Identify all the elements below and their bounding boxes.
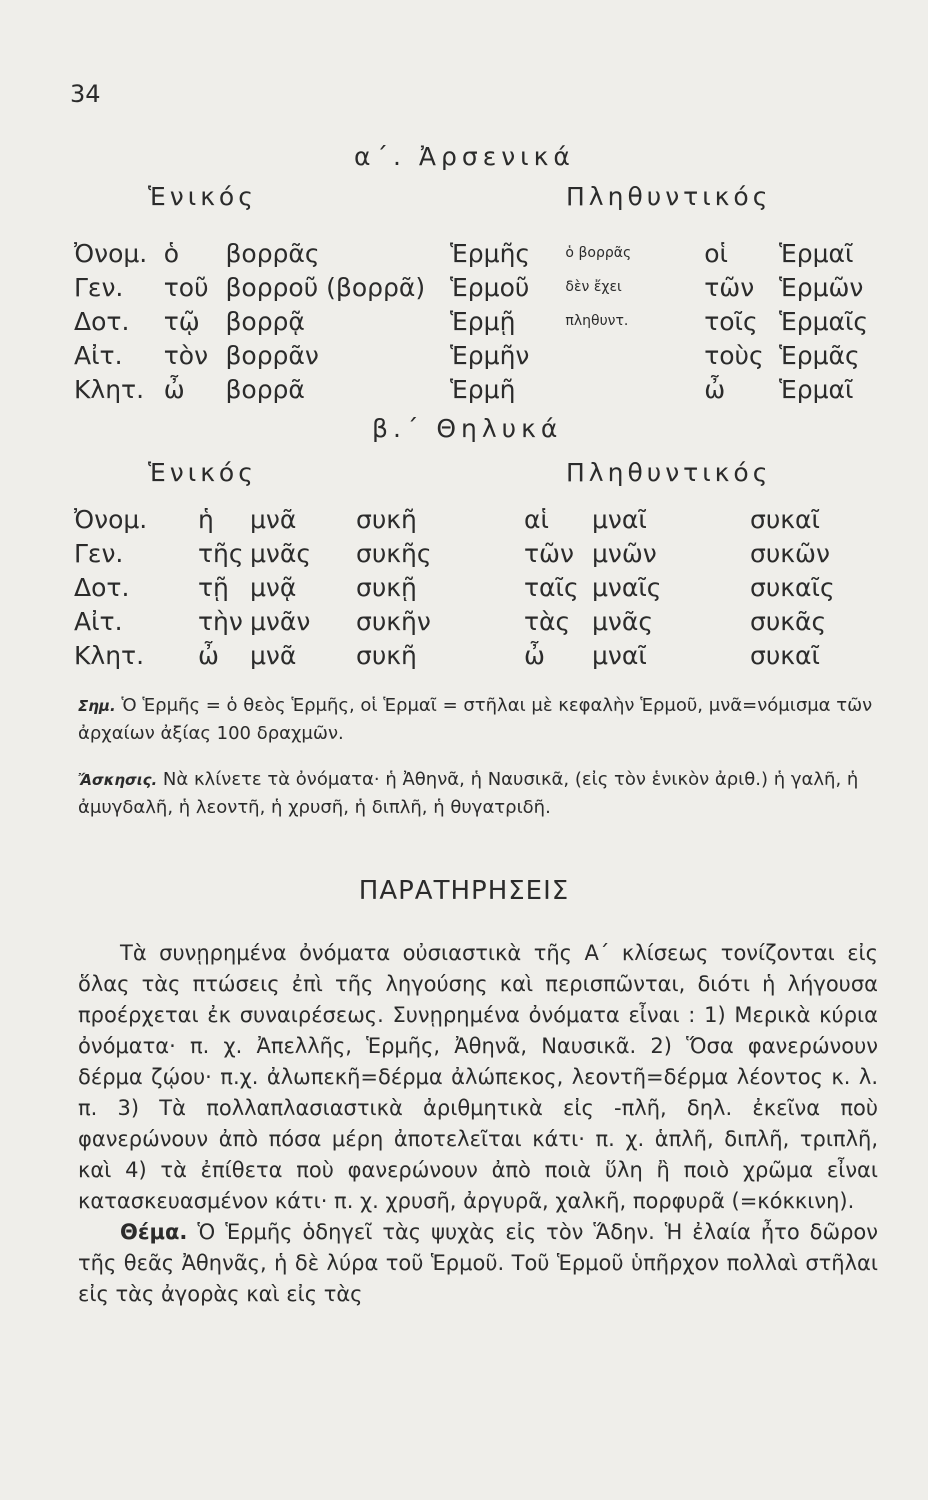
plural-note: ὁ βορρᾶς: [565, 245, 632, 261]
singular-article: τὴν: [198, 606, 243, 636]
case-label: Κλητ.: [74, 640, 145, 670]
table-row: [74, 638, 900, 672]
plural-article: τῶν: [524, 538, 574, 568]
table-row: [74, 570, 900, 604]
plural-form-ermis: Ἑρμαῖ: [778, 238, 854, 268]
case-label: Δοτ.: [74, 572, 130, 602]
plural-note: [565, 372, 704, 406]
singular-form-syki: συκῆς: [356, 538, 432, 568]
plural-article: οἱ: [704, 238, 728, 268]
plural-form-mna: μναῖ: [592, 640, 647, 670]
plural-form-syki: συκαῖ: [750, 504, 820, 534]
singular-article: ὦ: [198, 640, 219, 670]
table-row: [74, 372, 928, 406]
observations-body: [78, 938, 878, 1310]
note-label: Σημ.: [78, 697, 116, 715]
singular-article: τῇ: [198, 572, 229, 602]
table-row: [74, 236, 928, 270]
note-paragraph: [78, 692, 878, 747]
plural-form-syki: συκαῖ: [750, 640, 820, 670]
singular-form-ermis: Ἑρμῆς: [450, 238, 531, 268]
singular-form-borras: βορροῦ (βορρᾶ): [225, 272, 426, 302]
masculine-singular-label: Ἑνικός: [148, 182, 257, 211]
case-label: Ὀνομ.: [74, 238, 148, 268]
case-label: Ὀνομ.: [74, 504, 148, 534]
feminine-heading: β.΄ Θηλυκά: [372, 414, 563, 443]
plural-article: ὦ: [524, 640, 545, 670]
singular-article: τῆς: [198, 538, 244, 568]
singular-article: τῷ: [163, 306, 200, 336]
plural-form-syki: συκῶν: [750, 538, 830, 568]
observations-title: ΠΑΡΑΤΗΡΗΣΕΙΣ: [358, 876, 570, 906]
observations-paragraph: Τὰ συνῃρημένα ὀνόματα οὐσιαστικὰ τῆς Α΄ κλίσεως τονίζονται εἰς ὅλας τὰς πτώσεις ἐπὶ τῆς ληγούσης καὶ περισπῶνται, διότι ἡ λήγουσα προέρχεται ἐκ συναιρέσεως. Συνῃρημένα ὀνόματα εἶναι : 1) Μερικὰ κύρια ὀνόματα· π. χ. Ἀπελλῆς, Ἑρμῆς, Ἀθηνᾶ, Ναυσικᾶ. 2) Ὅσα φανερώνουν δέρμα ζῴου· π.χ. ἀλωπεκῆ=δέρμα ἀλώπεκος, λεοντῆ=δέρμα λέοντος κ. λ. π. 3) Τὰ πολλαπλασιαστικὰ ἀριθμητικὰ εἰς -πλῆ, δηλ. ἐκεῖνα ποὺ φανερώνουν ἀπὸ πόσα μέρη ἀποτελεῖται κάτι· π. χ. ἁπλῆ, διπλῆ, τριπλῆ, καὶ 4) τὰ ἐπίθετα ποὺ φανερώνουν ἀπὸ ποιὰ ὕλη ἢ ποιὸ χρῶμα εἶναι κατασκευασμένον κάτι· π. χ. χρυσῆ, ἀργυρᾶ, χαλκῆ, πορφυρᾶ (=κόκκινη).: [78, 941, 878, 1213]
singular-form-mna: μνᾶς: [250, 538, 312, 568]
plural-note: δὲν ἔχει: [565, 279, 622, 295]
plural-article: τοὺς: [704, 340, 764, 370]
table-row: [74, 604, 900, 638]
masculine-plural-label: Πληθυντικός: [566, 182, 772, 211]
plural-form-ermis: Ἑρμᾶς: [778, 340, 860, 370]
theme-label: Θέμα.: [120, 1220, 188, 1244]
table-row: [74, 304, 928, 338]
exercise-label: Ἄσκησις.: [78, 771, 158, 789]
plural-form-mna: μνᾶς: [592, 606, 654, 636]
page-number: 34: [70, 80, 101, 108]
plural-form-ermis: Ἑρμαῖς: [778, 306, 869, 336]
singular-form-mna: μνᾷ: [250, 572, 297, 602]
exercise-text: Νὰ κλίνετε τὰ ὀνόματα· ἡ Ἀθηνᾶ, ἡ Ναυσικᾶ, (εἰς τὸν ἑνικὸν ἀριθ.) ἡ γαλῆ, ἡ ἀμυγδαλῆ, ἡ λεοντῆ, ἡ χρυσῆ, ἡ διπλῆ, ἡ θυγατριδῆ.: [78, 769, 859, 818]
exercise-paragraph: [78, 766, 878, 821]
singular-article: ὁ: [163, 238, 180, 268]
case-label: Αἰτ.: [74, 606, 123, 636]
singular-form-borras: βορρᾷ: [225, 306, 305, 336]
singular-form-ermis: Ἑρμῆ: [450, 374, 516, 404]
singular-article: ὦ: [163, 374, 185, 404]
feminine-plural-label: Πληθυντικός: [566, 458, 772, 487]
masculine-heading: α΄. Ἀρσενικά: [354, 142, 575, 171]
masculine-table: [74, 236, 928, 406]
singular-article: τὸν: [163, 340, 209, 370]
case-label: Αἰτ.: [74, 340, 123, 370]
singular-form-borras: βορρᾶ: [225, 374, 305, 404]
case-label: Γεν.: [74, 538, 124, 568]
plural-article: αἱ: [524, 504, 549, 534]
singular-form-syki: συκῆν: [356, 606, 431, 636]
plural-note: πληθυντ.: [565, 313, 629, 329]
singular-article: τοῦ: [163, 272, 209, 302]
note-text: Ὁ Ἑρμῆς = ὁ θεὸς Ἑρμῆς, οἱ Ἑρμαῖ = στῆλαι μὲ κεφαλὴν Ἑρμοῦ, μνᾶ=νόμισμα τῶν ἀρχαίων ἀξίας 100 δραχμῶν.: [78, 695, 873, 744]
singular-article: ἡ: [198, 504, 214, 534]
theme-text: Ὁ Ἑρμῆς ὁδηγεῖ τὰς ψυχὰς εἰς τὸν Ἅδην. Ἡ ἐλαία ἦτο δῶρον τῆς θεᾶς Ἀθηνᾶς, ἡ δὲ λύρα τοῦ Ἑρμοῦ. Τοῦ Ἑρμοῦ ὑπῆρχον πολλαὶ στῆλαι εἰς τὰς ἀγορὰς καὶ εἰς τὰς: [78, 1220, 878, 1306]
singular-form-mna: μνᾶ: [250, 640, 297, 670]
plural-form-mna: μνῶν: [592, 538, 657, 568]
plural-form-ermis: Ἑρμῶν: [778, 272, 864, 302]
table-row: [74, 536, 900, 570]
plural-form-mna: μναῖς: [592, 572, 662, 602]
singular-form-syki: συκῆ: [356, 504, 417, 534]
plural-article: ταῖς: [524, 572, 579, 602]
table-row: [74, 338, 928, 372]
singular-form-mna: μνᾶν: [250, 606, 311, 636]
singular-form-syki: συκῇ: [356, 572, 417, 602]
table-row: [74, 270, 928, 304]
singular-form-syki: συκῆ: [356, 640, 417, 670]
plural-note: [565, 338, 704, 372]
plural-article: τοῖς: [704, 306, 758, 336]
singular-form-borras: βορρᾶς: [225, 238, 320, 268]
plural-article: τῶν: [704, 272, 755, 302]
plural-article: ὦ: [704, 374, 726, 404]
plural-form-ermis: Ἑρμαῖ: [778, 374, 854, 404]
singular-form-ermis: Ἑρμῇ: [450, 306, 516, 336]
feminine-table: [74, 502, 900, 672]
plural-form-syki: συκαῖς: [750, 572, 835, 602]
singular-form-ermis: Ἑρμοῦ: [450, 272, 530, 302]
case-label: Κλητ.: [74, 374, 145, 404]
singular-form-ermis: Ἑρμῆν: [450, 340, 530, 370]
plural-form-syki: συκᾶς: [750, 606, 827, 636]
table-row: [74, 502, 900, 536]
singular-form-borras: βορρᾶν: [225, 340, 319, 370]
plural-form-mna: μναῖ: [592, 504, 647, 534]
singular-form-mna: μνᾶ: [250, 504, 297, 534]
theme-paragraph: [78, 1217, 878, 1310]
feminine-singular-label: Ἑνικός: [148, 458, 257, 487]
case-label: Γεν.: [74, 272, 124, 302]
case-label: Δοτ.: [74, 306, 130, 336]
plural-article: τὰς: [524, 606, 571, 636]
